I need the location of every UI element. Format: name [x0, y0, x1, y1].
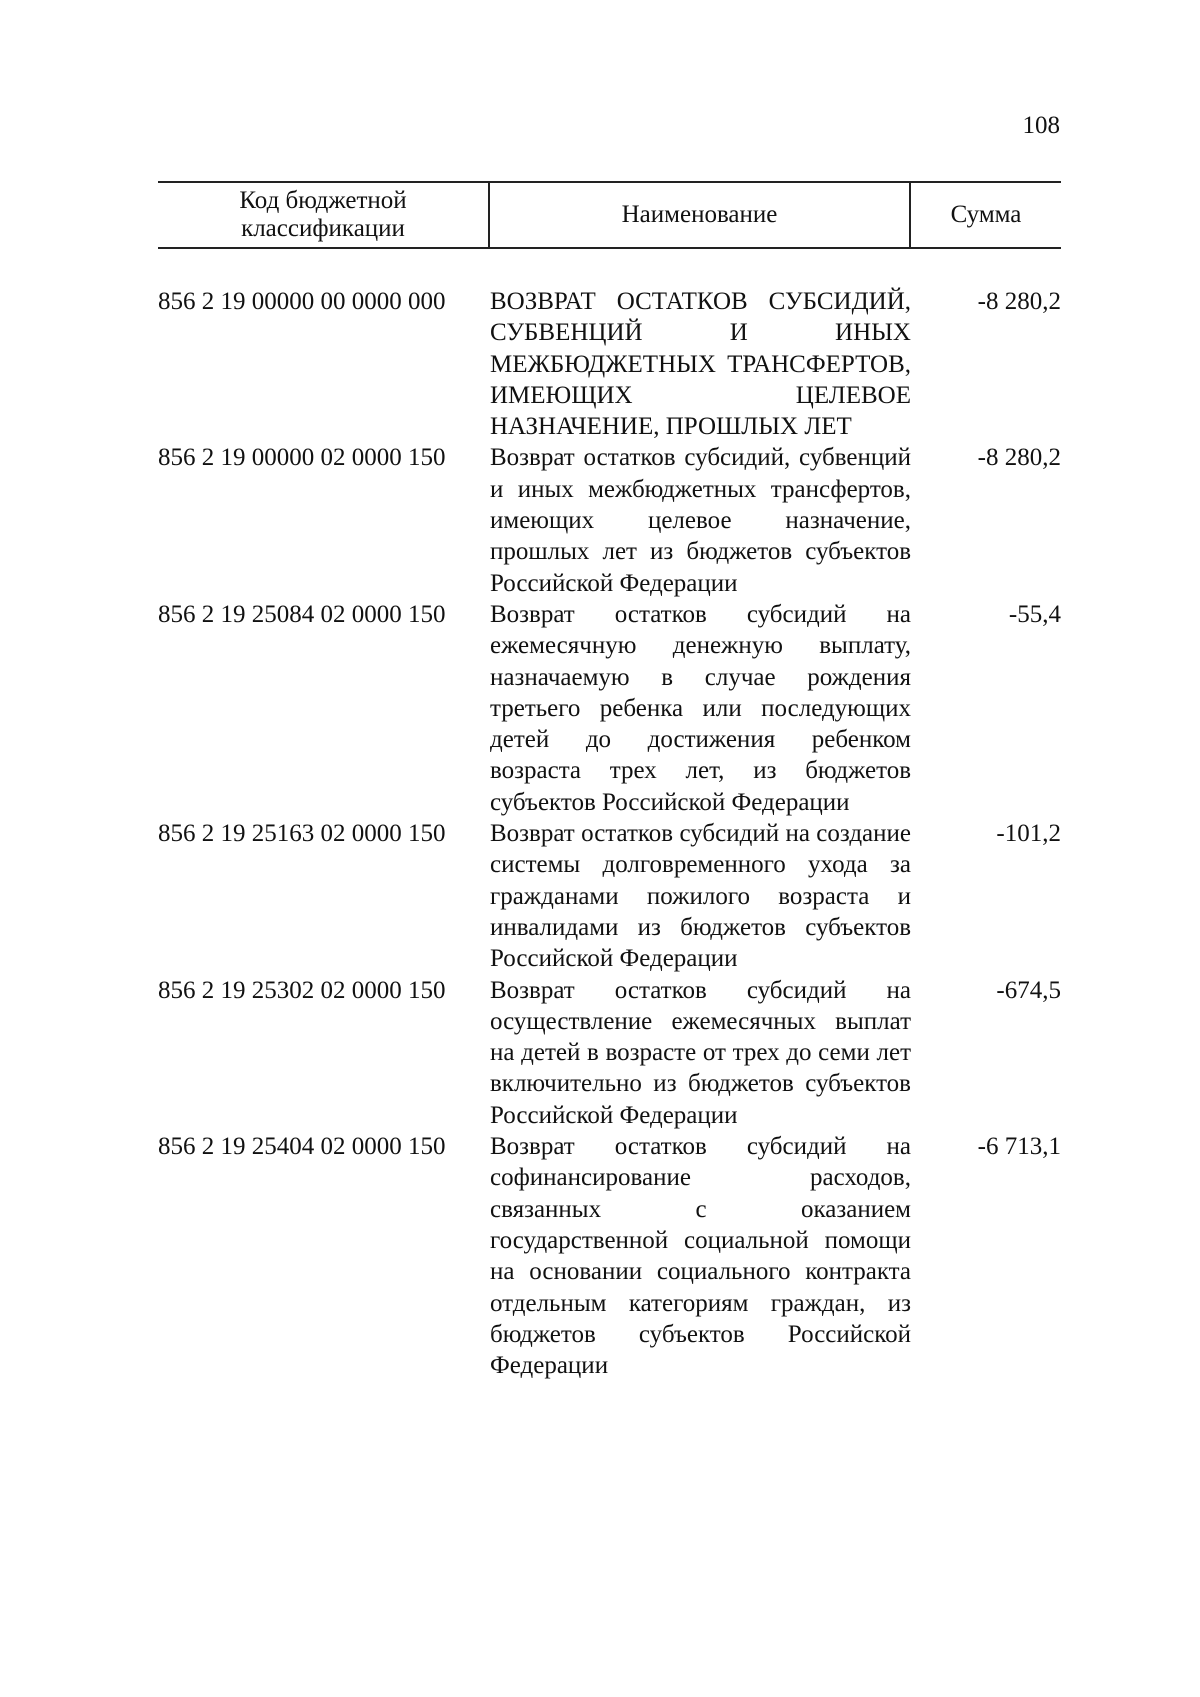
table-row [158, 442, 1061, 598]
page-number: 108 [1022, 112, 1060, 139]
row-name: Возврат остатков субсидий, субвенций и иных межбюджетных трансфертов, имеющих целевое назначение, прошлых лет из бюджетов субъектов Российской Федерации [490, 444, 911, 597]
row-name: Возврат остатков субсидий на ежемесячную денежную выплату, назначаемую в случае рождения третьего ребенка или последующих детей до достижения ребенком возраста трех лет, из бюджетов субъектов Российской Федерации [490, 600, 911, 816]
header-name: Наименование [490, 183, 911, 247]
row-code: 856 2 19 00000 00 0000 000 [158, 288, 446, 315]
row-sum: -55,4 [1008, 600, 1061, 628]
header-sum: Сумма [950, 201, 1022, 228]
table-row [158, 286, 1061, 442]
table-row [158, 975, 1061, 1131]
table-row [158, 1131, 1061, 1381]
row-code: 856 2 19 00000 02 0000 150 [158, 444, 446, 472]
table-row [158, 818, 1061, 974]
row-sum: -6 713,1 [977, 1133, 1061, 1161]
row-sum: -674,5 [996, 976, 1061, 1004]
table-row [158, 599, 1061, 818]
table-header [158, 181, 1061, 249]
row-sum: -101,2 [996, 820, 1061, 848]
row-name: Возврат остатков субсидий на создание системы долговременного ухода за гражданами пожилого возраста и инвалидами из бюджетов субъектов Российской Федерации [490, 820, 911, 973]
header-code: Код бюджетной классификации [158, 183, 490, 247]
table-body [158, 286, 1061, 1381]
row-sum: -8 280,2 [977, 288, 1061, 315]
row-name: Возврат остатков субсидий на осуществление ежемесячных выплат на детей в возрасте от трех до семи лет включительно из бюджетов субъектов Российской Федерации [490, 976, 911, 1129]
row-name: Возврат остатков субсидий на софинансирование расходов, связанных с оказанием государственной социальной помощи на основании социального контракта отдельным категориям граждан, из бюджетов субъектов Российской Федерации [490, 1133, 911, 1380]
row-code: 856 2 19 25163 02 0000 150 [158, 820, 446, 848]
row-code: 856 2 19 25404 02 0000 150 [158, 1133, 446, 1161]
row-name: ВОЗВРАТ ОСТАТКОВ СУБСИДИЙ, СУБВЕНЦИЙ И ИНЫХ МЕЖБЮДЖЕТНЫХ ТРАНСФЕРТОВ, ИМЕЮЩИХ ЦЕЛЕВОЕ НАЗНАЧЕНИЕ, ПРОШЛЫХ ЛЕТ [490, 288, 911, 441]
row-code: 856 2 19 25084 02 0000 150 [158, 600, 446, 628]
row-sum: -8 280,2 [977, 444, 1061, 472]
row-code: 856 2 19 25302 02 0000 150 [158, 976, 446, 1004]
